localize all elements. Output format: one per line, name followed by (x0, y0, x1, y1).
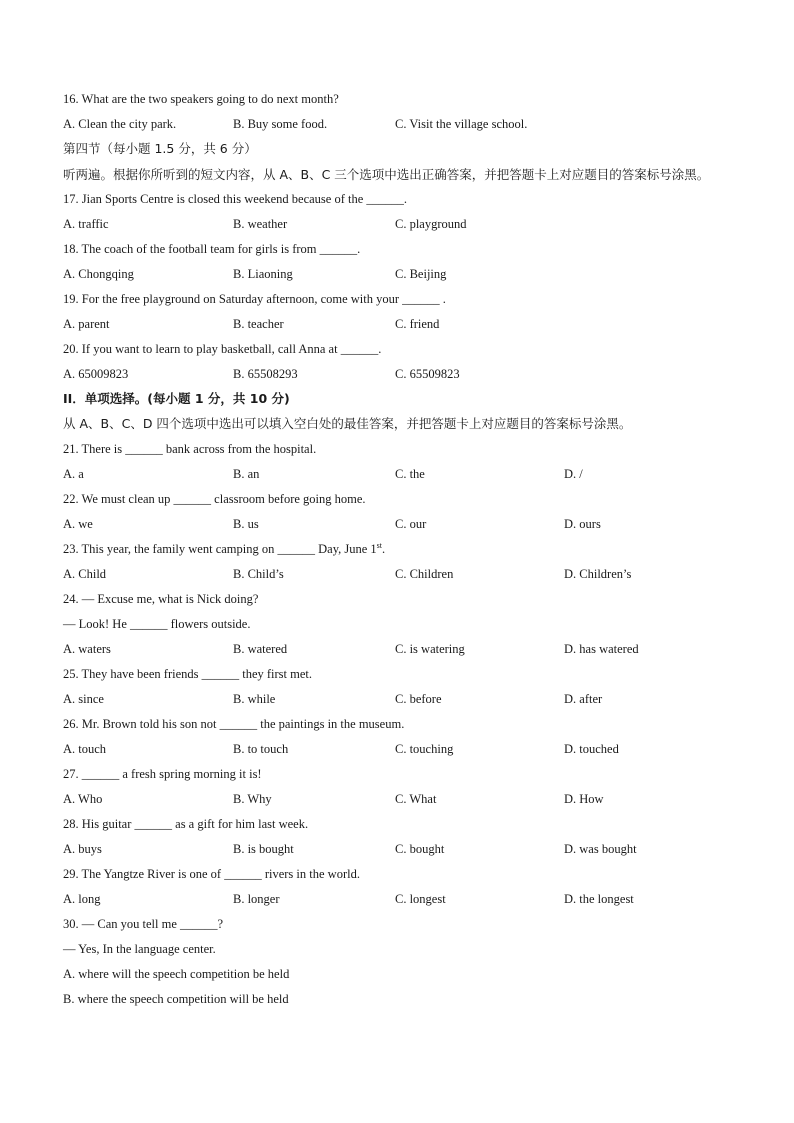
question-28 (63, 815, 743, 840)
question-stem: 24. — Excuse me, what is Nick doing? (63, 592, 259, 606)
question-stem: 22. We must clean up ______ classroom before going home. (63, 492, 366, 506)
option-c[interactable]: C. longest (395, 892, 446, 906)
question-stem: 29. The Yangtze River is one of ______ rivers in the world. (63, 867, 360, 881)
option-a[interactable]: A. Clean the city park. (63, 117, 177, 131)
question-stem-end: . (382, 542, 386, 556)
option-c[interactable]: C. before (395, 692, 442, 706)
question-stem: 28. His guitar ______ as a gift for him last week. (63, 817, 309, 831)
question-30-reply (63, 940, 743, 965)
question-24 (63, 590, 743, 615)
question-stem: 27. ______ a fresh spring morning it is! (63, 767, 262, 781)
question-stem: 25. They have been friends ______ they first met. (63, 667, 313, 681)
section-4-instruction: 听两遍。根据你所听到的短文内容，从 A、B、C 三个选项中选出正确答案，并把答题卡上对应题目的答案标号涂黑。 (63, 167, 710, 182)
option-c[interactable]: C. playground (395, 217, 467, 231)
option-b[interactable]: B. where the speech competition will be held (63, 992, 289, 1006)
option-c[interactable]: C. touching (395, 742, 454, 756)
option-b[interactable]: B. longer (233, 892, 280, 906)
question-24-reply (63, 615, 743, 640)
question-23 (63, 540, 743, 565)
option-b[interactable]: B. is bought (233, 842, 294, 856)
question-stem: 20. If you want to learn to play basketball, call Anna at ______. (63, 342, 382, 356)
option-a[interactable]: A. waters (63, 642, 111, 656)
option-d[interactable]: D. How (564, 792, 604, 806)
option-c[interactable]: C. Visit the village school. (395, 117, 528, 131)
options-19 (63, 315, 743, 340)
option-d[interactable]: D. has watered (564, 642, 639, 656)
question-stem: — Yes, In the language center. (63, 942, 216, 956)
options-18 (63, 265, 743, 290)
options-29 (63, 890, 743, 915)
option-d[interactable]: D. after (564, 692, 603, 706)
question-stem: 19. For the free playground on Saturday afternoon, come with your ______ . (63, 292, 446, 306)
option-b[interactable]: B. while (233, 692, 276, 706)
question-stem: 23. This year, the family went camping on ______ Day, June 1 (63, 542, 377, 556)
option-d[interactable]: D. ours (564, 517, 601, 531)
options-27 (63, 790, 743, 815)
option-c[interactable]: C. is watering (395, 642, 465, 656)
question-26 (63, 715, 743, 740)
option-a[interactable]: A. traffic (63, 217, 109, 231)
option-b[interactable]: B. 65508293 (233, 367, 298, 381)
options-28 (63, 840, 743, 865)
option-b[interactable]: B. weather (233, 217, 288, 231)
option-a[interactable]: A. we (63, 517, 93, 531)
option-b[interactable]: B. us (233, 517, 259, 531)
options-21 (63, 465, 743, 490)
options-24 (63, 640, 743, 665)
question-25 (63, 665, 743, 690)
part-2-instruction: 从 A、B、C、D 四个选项中选出可以填入空白处的最佳答案，并把答题卡上对应题目的答案标号涂黑。 (63, 416, 632, 431)
option-d[interactable]: D. Children’s (564, 567, 632, 581)
option-a[interactable]: A. 65009823 (63, 367, 129, 381)
question-27 (63, 765, 743, 790)
options-22 (63, 515, 743, 540)
option-c[interactable]: C. Beijing (395, 267, 447, 281)
option-b[interactable]: B. teacher (233, 317, 284, 331)
option-c[interactable]: C. Children (395, 567, 454, 581)
exam-page (63, 90, 743, 1015)
question-18 (63, 240, 743, 265)
option-b[interactable]: B. Why (233, 792, 272, 806)
option-b[interactable]: B. Buy some food. (233, 117, 328, 131)
options-26 (63, 740, 743, 765)
question-stem: 26. Mr. Brown told his son not ______ the paintings in the museum. (63, 717, 405, 731)
option-a[interactable]: A. since (63, 692, 104, 706)
options-16 (63, 115, 743, 140)
question-17 (63, 190, 743, 215)
option-c[interactable]: C. our (395, 517, 427, 531)
question-stem: 30. — Can you tell me ______? (63, 917, 224, 931)
question-19 (63, 290, 743, 315)
option-a[interactable]: A. buys (63, 842, 102, 856)
option-a[interactable]: A. parent (63, 317, 110, 331)
option-a[interactable]: A. touch (63, 742, 107, 756)
option-c[interactable]: C. What (395, 792, 437, 806)
option-c[interactable]: C. 65509823 (395, 367, 460, 381)
option-a[interactable]: A. a (63, 467, 84, 481)
question-22 (63, 490, 743, 515)
options-25 (63, 690, 743, 715)
options-23 (63, 565, 743, 590)
option-d[interactable]: D. touched (564, 742, 619, 756)
option-c[interactable]: C. the (395, 467, 425, 481)
question-stem: 21. There is ______ bank across from the hospital. (63, 442, 317, 456)
ordinal-suffix: st (376, 540, 383, 550)
question-21 (63, 440, 743, 465)
option-a[interactable]: A. where will the speech competition be held (63, 967, 290, 981)
question-20 (63, 340, 743, 365)
options-20 (63, 365, 743, 390)
question-stem: 17. Jian Sports Centre is closed this weekend because of the ______. (63, 192, 408, 206)
option-a[interactable]: A. Child (63, 567, 107, 581)
question-30 (63, 915, 743, 940)
option-d[interactable]: D. / (564, 467, 583, 481)
option-a[interactable]: A. Chongqing (63, 267, 134, 281)
option-b[interactable]: B. watered (233, 642, 288, 656)
options-17 (63, 215, 743, 240)
option-c[interactable]: C. bought (395, 842, 445, 856)
question-29 (63, 865, 743, 890)
section-4-title: 第四节（每小题 1.5 分，共 6 分） (63, 141, 257, 156)
question-stem: — Look! He ______ flowers outside. (63, 617, 251, 631)
part-2-title: II．单项选择。(每小题 1 分，共 10 分) (63, 391, 290, 406)
option-b[interactable]: B. to touch (233, 742, 289, 756)
option-b[interactable]: B. an (233, 467, 260, 481)
question-stem: 16. What are the two speakers going to do next month? (63, 92, 339, 106)
option-d[interactable]: D. was bought (564, 842, 637, 856)
question-16 (63, 90, 743, 115)
option-a[interactable]: A. long (63, 892, 101, 906)
option-b[interactable]: B. Child’s (233, 567, 284, 581)
question-stem: 18. The coach of the football team for girls is from ______. (63, 242, 361, 256)
option-c[interactable]: C. friend (395, 317, 440, 331)
option-a[interactable]: A. Who (63, 792, 103, 806)
option-d[interactable]: D. the longest (564, 892, 634, 906)
option-b[interactable]: B. Liaoning (233, 267, 293, 281)
